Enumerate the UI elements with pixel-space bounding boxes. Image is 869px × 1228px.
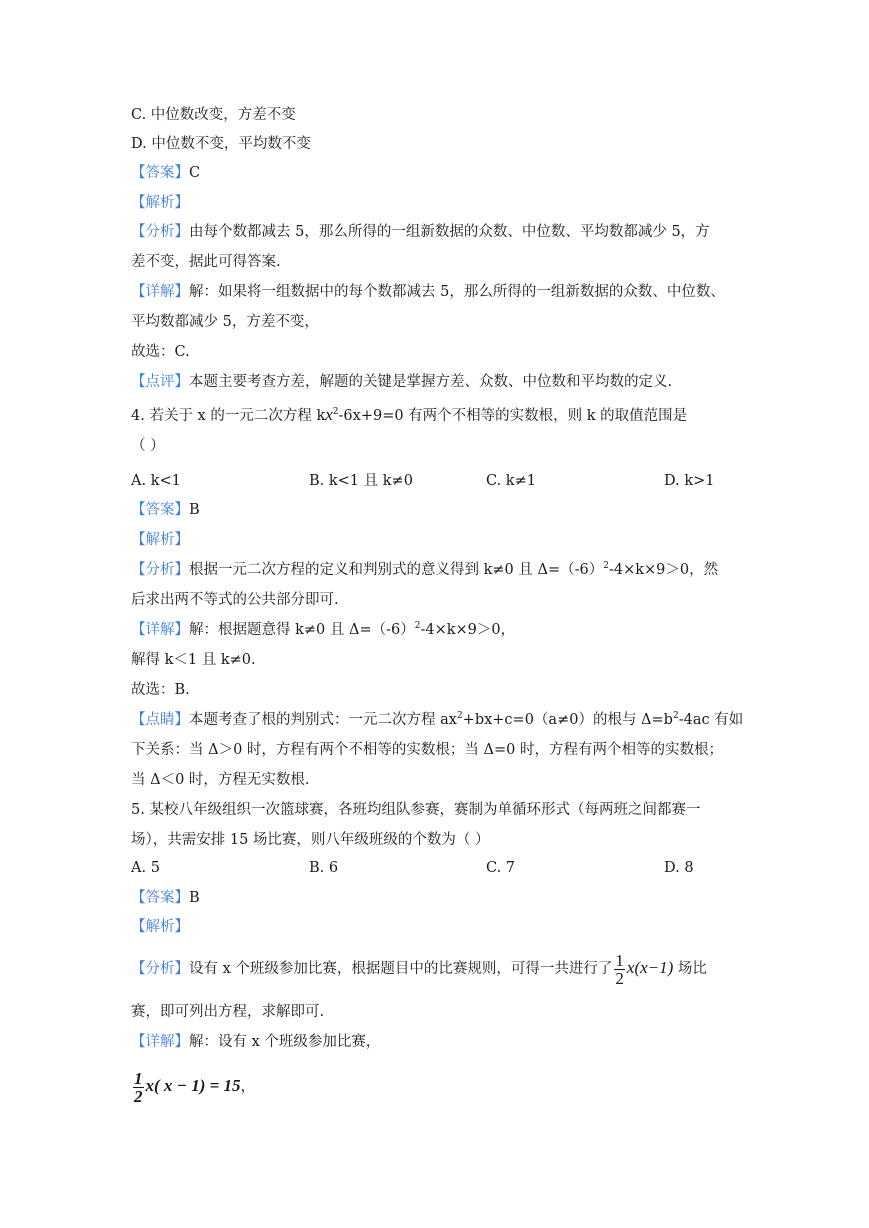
answer-value: C (189, 165, 201, 181)
q3-analysis-tag: 【解析】 (131, 195, 189, 211)
q5-option-c: C. 7 (486, 860, 516, 876)
q5-fenxi-line2: 赛，即可列出方程，求解即可. (131, 1004, 325, 1020)
q3-dianping: 【点评】本题主要考查方差，解题的关键是掌握方差、众数、中位数和平均数的定义. (131, 374, 673, 390)
q3-option-d: D. 中位数不变，平均数不变 (131, 136, 311, 152)
q5-answer: 【答案】B (131, 890, 200, 906)
fraction-one-half: $\frac{1}{2}$ (134, 1068, 143, 1106)
q4-xiangjie-line1: 【详解】解：根据题意得 k≠0 且 $\Delta=(-6)^2-4\times k\times 9>0$， (131, 621, 516, 638)
q4-dianjing-line1: 【点睛】本题考查了根的判别式：一元二次方程 $ax^2+bx+c=0(a\ne 0)$的根与 $\Delta=b^2-4ac$ 有如 (131, 711, 744, 728)
fraction-one-half: $\frac{1}{2}$ (615, 950, 624, 988)
q4-xiangjie-line2: 解得 k＜1 且 k≠0. (131, 652, 256, 668)
q4-fenxi-line1: 【分析】根据一元二次方程的定义和判别式的意义得到 k≠0 且 $\Delta=(-6)^2-4\times k\times 9>0$，然 (131, 561, 719, 578)
q3-xiangjie-line1: 【详解】解：如果将一组数据中的每个数都减去 5，那么所得的一组新数据的众数、中位数、 (131, 284, 725, 300)
q4-option-a: A. k<1 (131, 473, 181, 489)
q4-option-d: D. k>1 (664, 473, 715, 489)
q4-stem-paren: （ ） (131, 438, 165, 454)
q5-fenxi-line1: 【分析】设有 x 个班级参加比赛，根据题目中的比赛规则，可得一共进行了 $\frac{1}{2}$ x(x−1) 场比 (131, 950, 707, 988)
q4-option-b: B. k<1 且 k≠0 (309, 473, 413, 489)
q4-fenxi-line2: 后求出两不等式的公共部分即可. (131, 592, 339, 608)
q3-option-c: C. 中位数改变，方差不变 (131, 107, 296, 123)
q4-analysis-tag: 【解析】 (131, 532, 189, 548)
q5-xiangjie-line1: 【详解】解：设有 x 个班级参加比赛， (131, 1034, 381, 1050)
q5-stem-line1: 5. 某校八年级组织一次篮球赛，各班均组队参赛，赛制为单循环形式（每两班之间都赛一 (131, 802, 701, 818)
q3-fenxi-line1: 【分析】由每个数都减去 5，那么所得的一组新数据的众数、中位数、平均数都减少 5，方 (131, 224, 710, 240)
q5-option-b: B. 6 (309, 860, 339, 876)
q3-choose: 故选：C. (131, 344, 190, 360)
q4-dianjing-line3: 当 Δ＜0 时，方程无实数根. (131, 772, 310, 788)
q3-fenxi-line2: 差不变，据此可得答案. (131, 254, 281, 270)
q5-analysis-tag: 【解析】 (131, 919, 189, 935)
q5-option-d: D. 8 (664, 860, 694, 876)
q5-stem-line2: 场），共需安排 15 场比赛，则八年级班级的个数为（ ） (131, 832, 490, 848)
q3-answer (131, 163, 200, 183)
q4-choose: 故选：B. (131, 682, 190, 698)
q4-dianjing-line2: 下关系：当 Δ＞0 时，方程有两个不相等的实数根；当 Δ=0 时，方程有两个相等的实数根； (131, 742, 723, 758)
q5-option-a: A. 5 (131, 860, 160, 876)
q5-equation: $\frac{1}{2}$ x( x − 1) = 15， (134, 1068, 256, 1106)
q4-answer: 【答案】B (131, 502, 200, 518)
q3-xiangjie-line2: 平均数都减少 5，方差不变， (131, 314, 319, 330)
q4-option-c: C. k≠1 (486, 473, 536, 489)
q4-stem-line1: 4. 若关于 x 的一元二次方程 $kx^2-6x+9=0$ 有两个不相等的实数根，则 k 的取值范围是 (131, 405, 688, 424)
answer-tag: 【答案】 (131, 165, 189, 181)
